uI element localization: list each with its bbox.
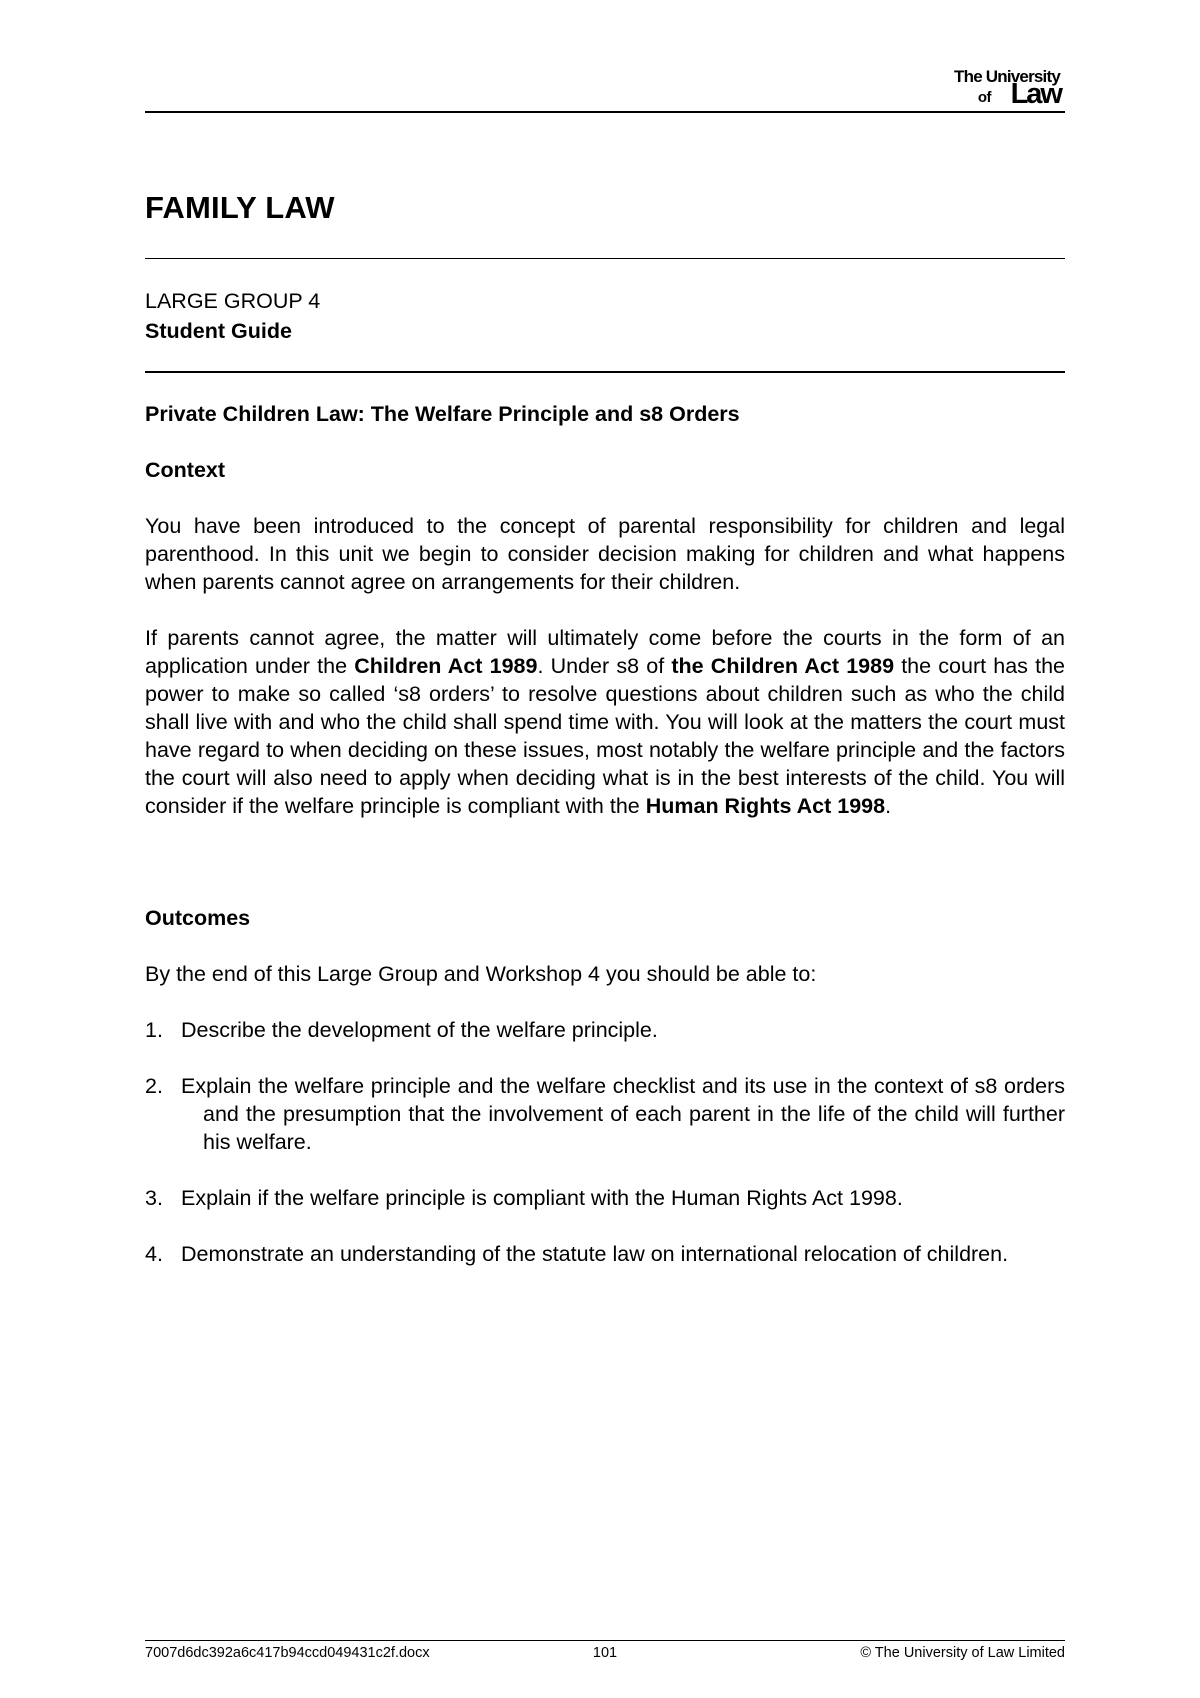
context-paragraph-2 bbox=[145, 624, 1065, 820]
human-rights-act-reference: Human Rights Act 1998 bbox=[645, 794, 886, 818]
document-body bbox=[145, 400, 1065, 1296]
outcome-text: Demonstrate an understanding of the statute law on international relocation of children. bbox=[181, 1242, 1009, 1266]
para2-text-1: If parents cannot agree, the matter will ultimately come before the courts in the form of an application under the bbox=[145, 626, 1065, 678]
outcome-item bbox=[145, 1240, 1065, 1268]
outcome-number: 4. bbox=[145, 1242, 163, 1266]
children-act-reference-2: the Children Act 1989 bbox=[671, 654, 895, 678]
outcome-number: 1. bbox=[145, 1018, 163, 1042]
logo-of: of bbox=[977, 89, 991, 106]
outcome-text: Explain the welfare principle and the welfare checklist and its use in the context of s8 orders and the presumption that the involvement of each parent in the life of the child will further his welfare. bbox=[181, 1074, 1065, 1154]
university-of-law-logo bbox=[855, 66, 1065, 106]
document-title: FAMILY LAW bbox=[145, 190, 335, 225]
outcomes-list bbox=[145, 1016, 1065, 1268]
group-subtitle: Student Guide bbox=[145, 319, 292, 343]
outcomes-intro: By the end of this Large Group and Workshop 4 you should be able to: bbox=[145, 962, 817, 986]
context-heading: Context bbox=[145, 458, 226, 482]
page-footer bbox=[145, 1645, 1065, 1661]
footer-copyright: © The University of Law Limited bbox=[860, 1645, 1065, 1661]
outcomes-heading: Outcomes bbox=[145, 906, 251, 930]
footer-page-number: 101 bbox=[592, 1645, 618, 1661]
footer-filename: 7007d6dc392a6c417b94ccd049431c2f.docx bbox=[145, 1645, 430, 1661]
footer-rule bbox=[145, 1640, 1065, 1641]
children-act-reference: Children Act 1989 bbox=[354, 654, 538, 678]
para2-text-2: . Under s8 of bbox=[537, 654, 672, 678]
header-rule bbox=[145, 111, 1065, 113]
logo-line1: The University bbox=[954, 67, 1060, 86]
title-rule bbox=[145, 258, 1065, 259]
outcome-item bbox=[145, 1184, 1065, 1212]
outcome-item bbox=[145, 1072, 1065, 1156]
group-label: LARGE GROUP 4 bbox=[145, 289, 321, 313]
outcome-number: 2. bbox=[145, 1074, 163, 1098]
group-heading bbox=[145, 286, 320, 346]
section-heading: Private Children Law: The Welfare Principle and s8 Orders bbox=[145, 402, 740, 426]
outcome-text: Explain if the welfare principle is compliant with the Human Rights Act 1998. bbox=[181, 1186, 903, 1210]
outcome-item bbox=[145, 1016, 1065, 1044]
para2-text-4: . bbox=[885, 794, 892, 818]
outcome-number: 3. bbox=[145, 1186, 163, 1210]
context-paragraph-1: You have been introduced to the concept of parental responsibility for children and legal parenthood. In this unit we begin to consider decision making for children and what happens when parents cannot agree on arrangements for their children. bbox=[145, 514, 1065, 594]
outcome-text: Describe the development of the welfare principle. bbox=[181, 1018, 658, 1042]
para2-text-3: the court has the power to make so called ‘s8 orders’ to resolve questions about children such as who the child shall live with and who the child shall spend time with. You will look at the matters the court must have regard to when deciding on these issues, most notably the welfare principle and the factors the court will also need to apply when deciding what is in the best interests of the child. You will consider if the welfare principle is compliant with the bbox=[145, 654, 1065, 818]
group-rule bbox=[145, 371, 1065, 373]
logo-law: Law bbox=[1010, 78, 1061, 106]
document-page bbox=[145, 0, 1065, 1698]
